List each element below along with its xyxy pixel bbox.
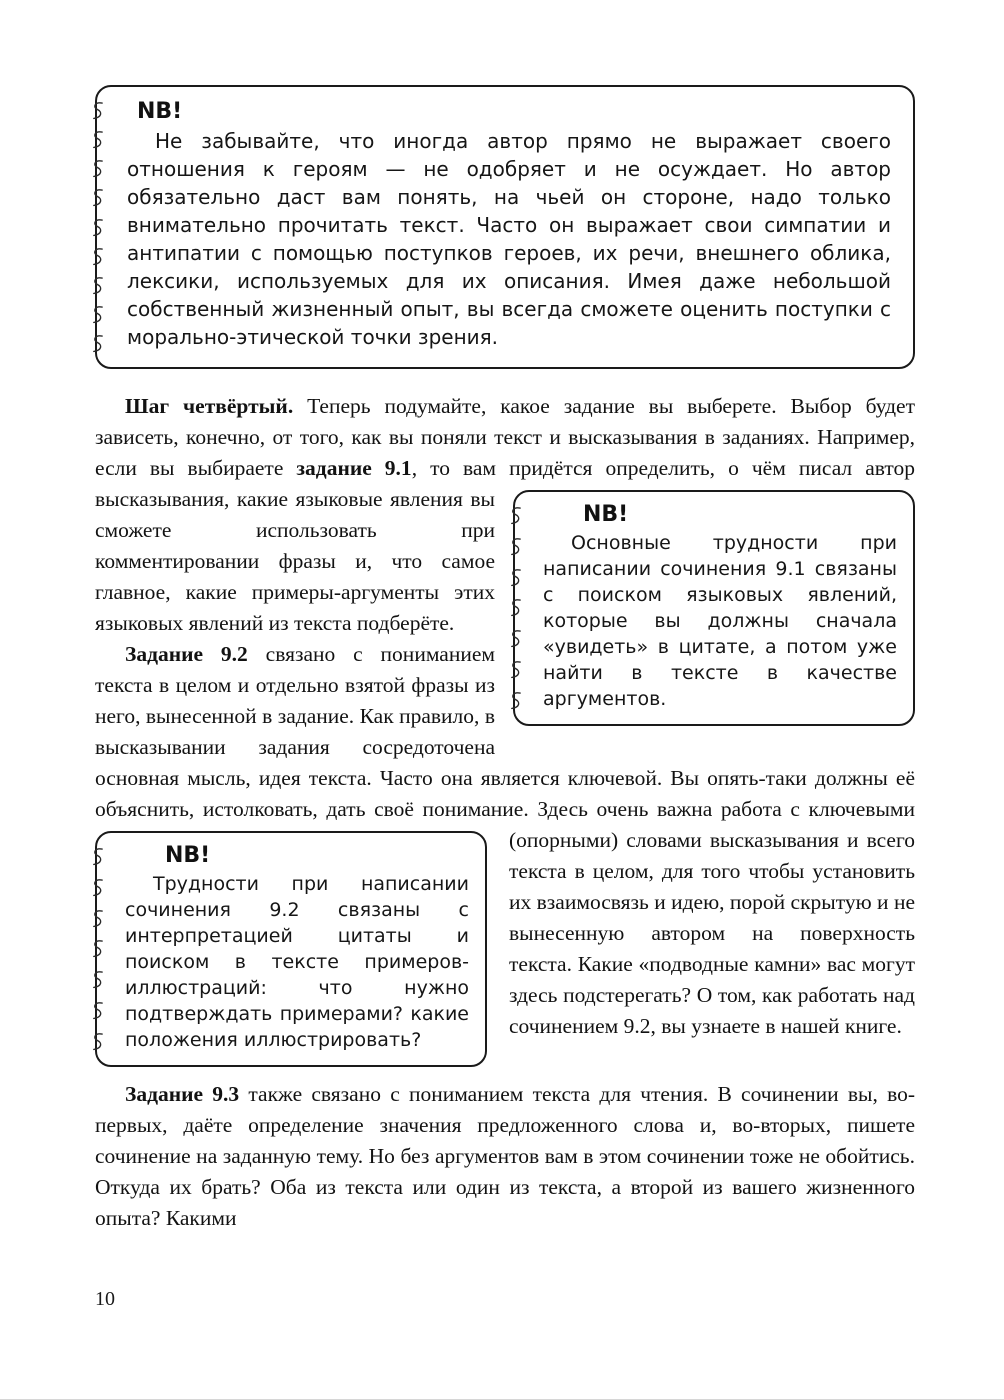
- spiral-stitch-icon: [509, 506, 522, 525]
- spiral-stitch-icon: [509, 598, 522, 617]
- spiral-stitch-icon: [91, 939, 104, 958]
- page-body: [95, 391, 915, 1234]
- spiral-binding: [90, 101, 104, 353]
- nb-label: NB!: [583, 502, 629, 527]
- nb-label: NB!: [137, 99, 183, 124]
- nb-callout-top-text: Не забывайте, что иногда автор прямо не выражает своего отношения к героям — не одобряет и не осуждает. Но автор обязательно даст вам понять, на чьей он стороне, надо только внимательно прочитать текст. Часто он выражает свои симпатии и антипатии с помощью поступков героев, их речи, внешнего облика, лексики, используемых для их описания. Имея даже небольшой собственный жизненный опыт, вы всегда сможете оценить поступки с морально-этической точки зрения.: [127, 129, 891, 349]
- task-9-1-ref: задание 9.1: [296, 456, 412, 480]
- spiral-stitch-icon: [91, 970, 104, 989]
- task-9-3-lead: Задание 9.3: [125, 1082, 240, 1106]
- task-9-2-text-1: связано с пониманием текста в целом и отдельно взятой фразы из него, вынесенной в задание. Как правило, в высказывании задания сосредоточена основная мысль, идея текста. Часто она является ключевой. Вы опять-таки должны её объяснить, истолковать, дать своё понимание. Здесь очень важна работа с ключевыми (опорными) словами: [95, 642, 915, 852]
- spiral-stitch-icon: [91, 847, 104, 866]
- spiral-stitch-icon: [91, 276, 104, 295]
- spiral-stitch-icon: [91, 305, 104, 324]
- spiral-stitch-icon: [91, 188, 104, 207]
- step-four-text-1: Теперь подумайте, какое задание вы выберете. Выбор будет зависеть, конечно, от того, как вы поняли текст и высказывания в заданиях. Например, если вы выбираете: [95, 394, 915, 480]
- spiral-stitch-icon: [91, 101, 104, 120]
- task-9-2-text-2: высказывания и всего текста в целом, для того чтобы установить их взаимосвязь и идею, порой скрытую и не вынесенную автором на поверхность текста. Какие «подводные камни» вас могут здесь подстерегать? О том, как работать над сочинением 9.2, вы узнаете в нашей книге.: [509, 828, 915, 1038]
- step-four-text-3: определить, о чём писал автор высказывания, какие языковые явления вы сможете использовать при комментировании фразы и, что самое главное, какие примеры-аргументы этих языковых явлений из текста подберёте.: [95, 456, 915, 635]
- nb-callout-top: [95, 85, 915, 369]
- page-number: 10: [95, 1288, 115, 1310]
- nb-callout-9-1-text: Основные трудности при написании сочинения 9.1 связаны с поиском языковых явлений, которые вы должны сначала «увидеть» в цитате, а потом уже найти в тексте в качестве аргументов.: [543, 532, 897, 710]
- step-four-lead: Шаг четвёртый.: [125, 394, 294, 418]
- spiral-stitch-icon: [91, 878, 104, 897]
- nb-label: NB!: [165, 843, 211, 868]
- spiral-stitch-icon: [509, 537, 522, 556]
- spiral-stitch-icon: [91, 247, 104, 266]
- spiral-stitch-icon: [91, 334, 104, 353]
- spiral-stitch-icon: [91, 1001, 104, 1020]
- spiral-stitch-icon: [91, 1032, 104, 1051]
- spiral-binding: [90, 847, 104, 1051]
- spiral-stitch-icon: [91, 159, 104, 178]
- nb-callout-9-2-text: Трудности при написании сочинения 9.2 связаны с интерпретацией цитаты и поиском в тексте примеров-иллюстраций: что нужно подтверждать примерами? какие положения иллюстрировать?: [125, 873, 469, 1051]
- spiral-stitch-icon: [91, 909, 104, 928]
- nb-callout-task-9-2: [95, 831, 487, 1067]
- nb-callout-task-9-1: [513, 490, 915, 726]
- step-four-text-2: , то вам придётся: [411, 456, 606, 480]
- task-9-3-text: также связано с пониманием текста для чтения. В сочинении вы, во-первых, даёте определение значения предложенного слова и, во-вторых, пишете сочинение на заданную тему. Но без аргументов вам в этом сочинении тоже не обойтись. Откуда их брать? Оба из текста или один из текста, а второй из вашего жизненного опыта? Какими: [95, 1082, 915, 1230]
- spiral-stitch-icon: [91, 130, 104, 149]
- paragraph-task-9-3: [95, 1079, 915, 1234]
- spiral-stitch-icon: [91, 218, 104, 237]
- task-9-2-lead: Задание 9.2: [125, 642, 248, 666]
- spiral-stitch-icon: [509, 568, 522, 587]
